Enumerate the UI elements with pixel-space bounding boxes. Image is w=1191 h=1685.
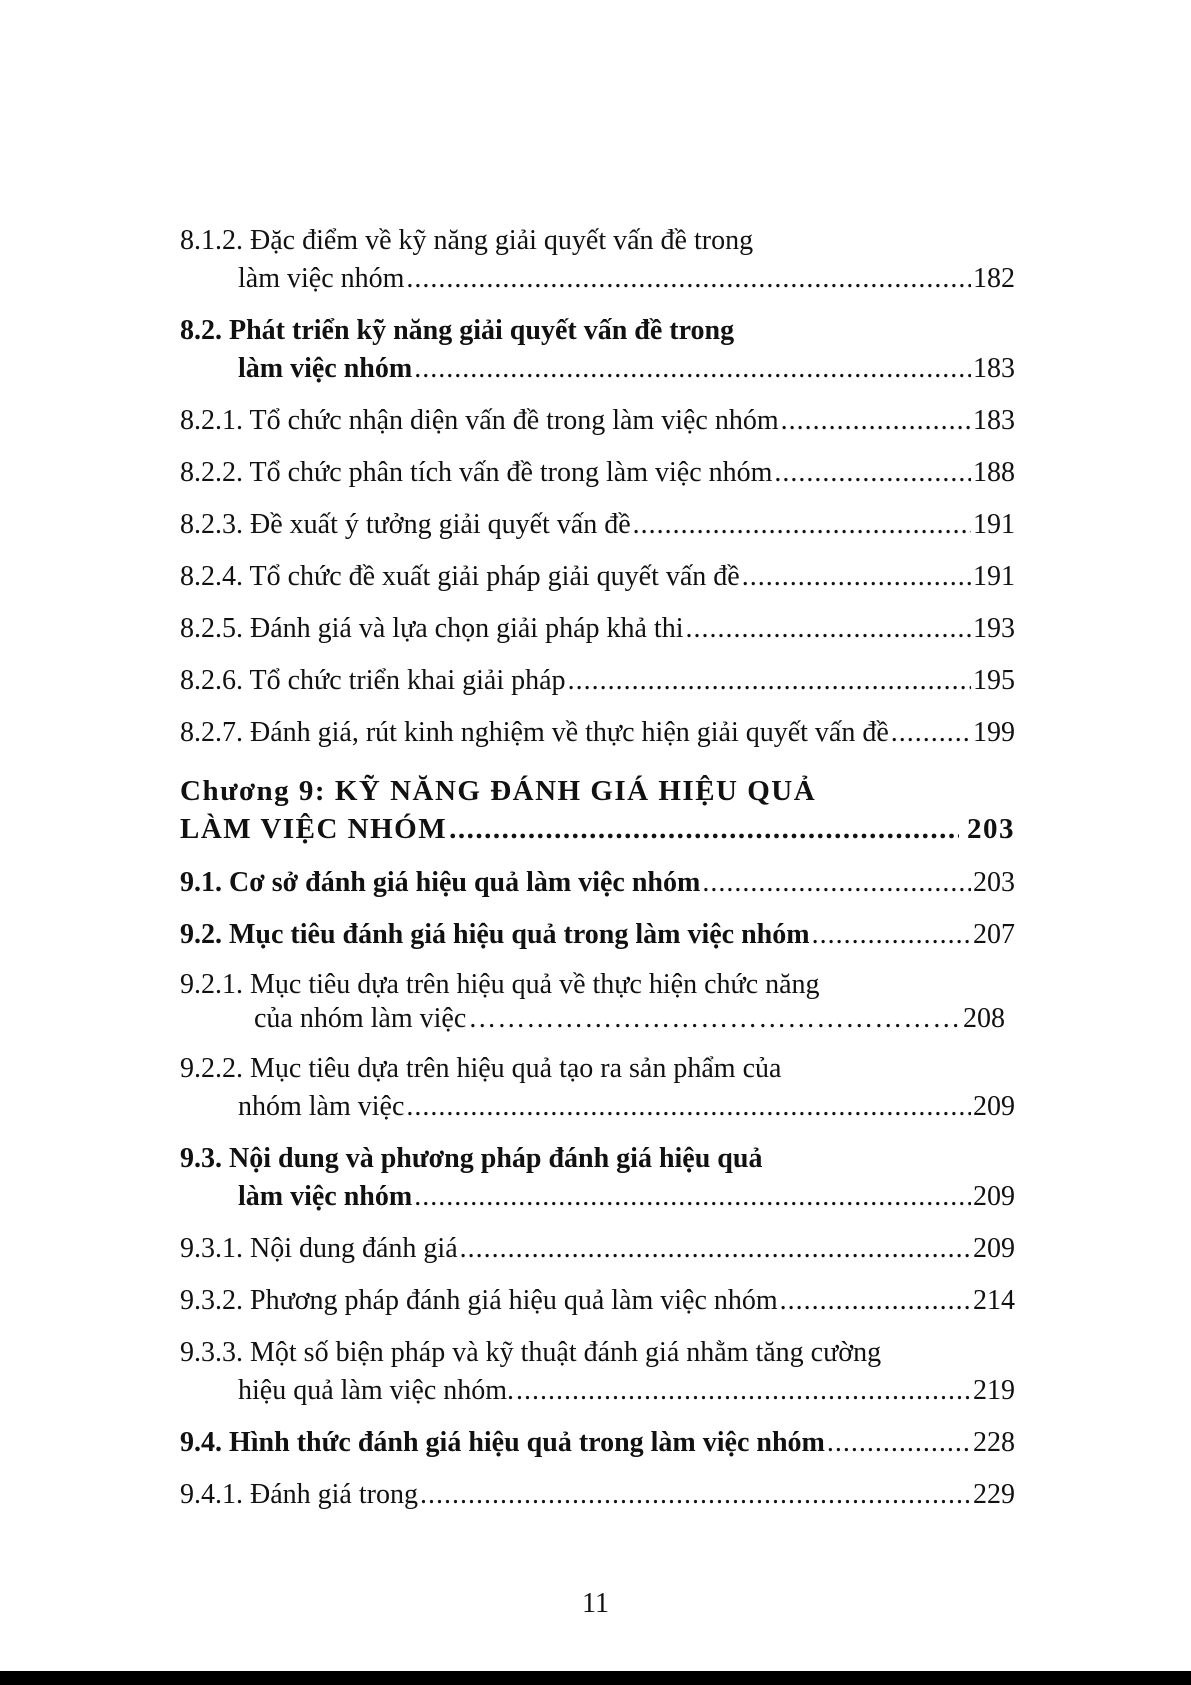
toc-entry-title: 8.2.6. Tổ chức triển khai giải pháp — [180, 665, 566, 696]
leader-dots — [742, 558, 971, 596]
toc-entry-title: 8.2.1. Tổ chức nhận diện vấn đề trong làm việc nhóm — [180, 405, 779, 436]
bottom-edge-bar — [0, 1671, 1191, 1685]
leader-dots — [781, 402, 971, 440]
toc-entry-8-2-7[interactable] — [180, 714, 1015, 752]
toc-page-number: 214 — [973, 1285, 1015, 1316]
toc-entry-9-2[interactable] — [180, 916, 1015, 954]
toc-page-number: 183 — [973, 353, 1015, 384]
toc-page-number: 208 — [963, 1003, 1005, 1034]
toc-entry-8-2-2[interactable] — [180, 454, 1015, 492]
toc-entry-8-2-5[interactable] — [180, 610, 1015, 648]
toc-entry-8-2-1[interactable] — [180, 402, 1015, 440]
toc-entry-title: 8.1.2. Đặc điểm về kỹ năng giải quyết vấn đề trong — [180, 225, 754, 256]
toc-entry-title: 9.3.2. Phương pháp đánh giá hiệu quả làm việc nhóm — [180, 1285, 778, 1316]
toc-page-number: 191 — [973, 561, 1015, 592]
leader-dots — [468, 1002, 961, 1036]
table-of-contents — [180, 222, 1015, 1514]
toc-entry-title-cont: làm việc nhóm — [238, 263, 405, 294]
toc-entry-8-2-6[interactable] — [180, 662, 1015, 700]
leader-dots — [414, 1178, 971, 1216]
toc-page-number: 219 — [973, 1375, 1015, 1406]
toc-entry-title: 9.2. Mục tiêu đánh giá hiệu quả trong làm việc nhóm — [180, 919, 810, 950]
toc-entry-9-3[interactable] — [180, 1140, 1015, 1216]
leader-dots — [686, 610, 972, 648]
toc-entry-title: 9.3.3. Một số biện pháp và kỹ thuật đánh giá nhằm tăng cường — [180, 1337, 882, 1368]
toc-entry-title: 9.2.2. Mục tiêu dựa trên hiệu quả tạo ra sản phẩm của — [180, 1053, 782, 1084]
toc-page-number: 183 — [973, 405, 1015, 436]
leader-dots — [516, 1372, 971, 1410]
toc-entry-title: 9.4.1. Đánh giá trong — [180, 1479, 418, 1510]
toc-entry-title: 8.2.7. Đánh giá, rút kinh nghiệm về thực hiện giải quyết vấn đề — [180, 717, 889, 748]
toc-page-number: 193 — [973, 613, 1015, 644]
toc-entry-9-1[interactable] — [180, 864, 1015, 902]
toc-page-number: 209 — [973, 1091, 1015, 1122]
toc-entry-9-4-1[interactable] — [180, 1476, 1015, 1514]
toc-entry-title: 9.2.1. Mục tiêu dựa trên hiệu quả về thực hiện chức năng — [180, 969, 820, 1000]
chapter-title-cont: LÀM VIỆC NHÓM — [180, 813, 448, 845]
toc-page-number: 195 — [973, 665, 1015, 696]
toc-entry-title-cont: nhóm làm việc — [238, 1091, 405, 1122]
toc-entry-title: 8.2.4. Tổ chức đề xuất giải pháp giải quyết vấn đề — [180, 561, 740, 592]
leader-dots — [633, 506, 971, 544]
toc-page-number: 182 — [973, 263, 1015, 294]
toc-entry-title-cont: làm việc nhóm — [238, 1181, 413, 1212]
toc-entry-title: 8.2.3. Đề xuất ý tưởng giải quyết vấn đề — [180, 509, 631, 540]
toc-page-number: 209 — [973, 1181, 1015, 1212]
toc-entry-title: 9.4. Hình thức đánh giá hiệu quả trong làm việc nhóm — [180, 1427, 825, 1458]
toc-page-number: 207 — [973, 919, 1015, 950]
page-number: 11 — [582, 1588, 609, 1619]
toc-entry-8-2-4[interactable] — [180, 558, 1015, 596]
leader-dots — [780, 1282, 971, 1320]
leader-dots — [891, 714, 971, 752]
leader-dots — [414, 350, 971, 388]
leader-dots — [774, 454, 971, 492]
toc-page-number: 191 — [973, 509, 1015, 540]
toc-entry-8-2-3[interactable] — [180, 506, 1015, 544]
toc-chapter-9[interactable] — [180, 772, 1015, 848]
leader-dots — [812, 916, 971, 954]
leader-dots — [460, 1230, 971, 1268]
leader-dots — [406, 1088, 971, 1126]
toc-entry-9-2-2[interactable] — [180, 1050, 1015, 1126]
toc-entry-8-1-2[interactable] — [180, 222, 1015, 298]
toc-entry-title-cont: làm việc nhóm — [238, 353, 413, 384]
leader-dots — [702, 864, 971, 902]
toc-entry-title: 9.1. Cơ sở đánh giá hiệu quả làm việc nhóm — [180, 867, 701, 898]
toc-page-number: 203 — [973, 867, 1015, 898]
leader-dots — [568, 662, 971, 700]
toc-entry-title: 9.3. Nội dung và phương pháp đánh giá hiệu quả — [180, 1143, 763, 1174]
leader-dots — [449, 810, 959, 848]
toc-entry-9-3-2[interactable] — [180, 1282, 1015, 1320]
toc-entry-9-4[interactable] — [180, 1424, 1015, 1462]
toc-page-number: 228 — [973, 1427, 1015, 1458]
leader-dots — [406, 260, 971, 298]
leader-dots — [420, 1476, 971, 1514]
toc-entry-title-cont: của nhóm làm việc — [254, 1003, 467, 1034]
toc-page-number: 229 — [973, 1479, 1015, 1510]
toc-entry-title: 8.2. Phát triển kỹ năng giải quyết vấn đề trong — [180, 315, 735, 346]
toc-entry-9-2-1[interactable] — [180, 968, 1015, 1036]
leader-dots — [827, 1424, 971, 1462]
toc-entry-title-cont: hiệu quả làm việc nhóm. — [238, 1375, 515, 1406]
toc-entry-title: 8.2.2. Tổ chức phân tích vấn đề trong làm việc nhóm — [180, 457, 773, 488]
toc-entry-8-2[interactable] — [180, 312, 1015, 388]
toc-page-number: 203 — [967, 813, 1015, 845]
chapter-title: Chương 9: KỸ NĂNG ĐÁNH GIÁ HIỆU QUẢ — [180, 775, 817, 807]
toc-page-number: 209 — [973, 1233, 1015, 1264]
toc-entry-9-3-1[interactable] — [180, 1230, 1015, 1268]
toc-entry-title: 9.3.1. Nội dung đánh giá — [180, 1233, 458, 1264]
toc-page-number: 199 — [973, 717, 1015, 748]
toc-page-number: 188 — [973, 457, 1015, 488]
toc-entry-9-3-3[interactable] — [180, 1334, 1015, 1410]
toc-entry-title: 8.2.5. Đánh giá và lựa chọn giải pháp khả thi — [180, 613, 684, 644]
